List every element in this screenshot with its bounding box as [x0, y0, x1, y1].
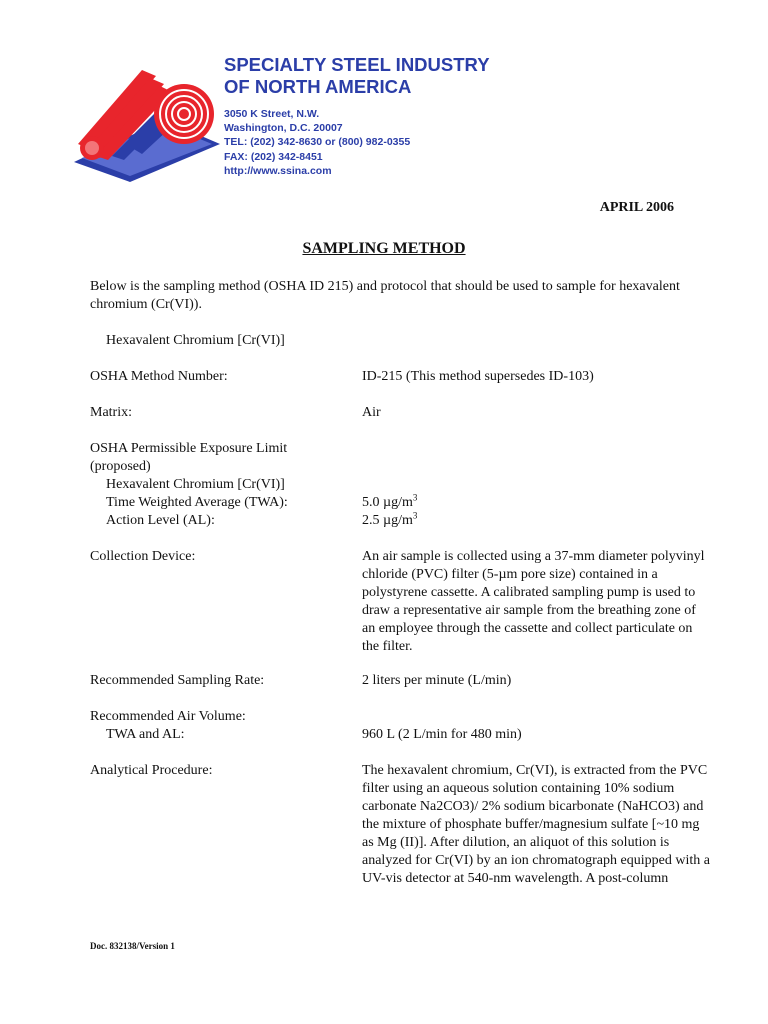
document-footer: Doc. 832138/Version 1: [90, 941, 175, 951]
collection-value: An air sample is collected using a 37-mm diameter polyvinyl chloride (PVC) filter (5-µm pore size) contained in a polystyrene cassette. A calibrated sampling pump is used to draw a representative air sample from the breathing zone of an employee through the cassette and collect particulate on the filter.: [362, 549, 705, 654]
pel-label-line1: OSHA Permissible Exposure Limit: [90, 441, 288, 456]
intro-paragraph: Below is the sampling method (OSHA ID 215) and protocol that should be used to sample for hexavalent chromium (Cr(VI)).: [90, 279, 680, 312]
pel-al-value: 2.5 $\mu g/m^3$: [362, 510, 418, 528]
volume-label-line1: Recommended Air Volume:: [90, 709, 246, 724]
matrix-value: Air: [362, 405, 381, 420]
org-contact: [224, 107, 410, 178]
org-name-line1: SPECIALTY STEEL INDUSTRY: [224, 54, 490, 75]
pel-al-label: Action Level (AL):: [106, 513, 215, 528]
volume-label: [90, 708, 246, 744]
procedure-label: Analytical Procedure:: [90, 763, 213, 778]
volume-label-line2: TWA and AL:: [106, 727, 185, 742]
document-date: APRIL 2006: [599, 200, 674, 215]
website-link[interactable]: http://www.ssina.com: [224, 164, 332, 177]
pel-substance: Hexavalent Chromium [Cr(VI)]: [106, 477, 285, 492]
substance-label: Hexavalent Chromium [Cr(VI)]: [106, 333, 285, 348]
page-heading: SAMPLING METHOD: [302, 240, 466, 257]
pel-twa-label: Time Weighted Average (TWA):: [106, 495, 288, 510]
ssina-logo: [72, 52, 222, 182]
pel-values: [362, 494, 712, 530]
method-value: ID-215 (This method supersedes ID-103): [362, 369, 594, 384]
method-label: OSHA Method Number:: [90, 369, 228, 384]
org-name-line2: OF NORTH AMERICA: [224, 76, 412, 97]
pel-label: [90, 440, 288, 530]
procedure-value: The hexavalent chromium, Cr(VI), is extracted from the PVC filter using an aqueous solution containing 10% sodium carbonate Na2CO3)/ 2% sodium bicarbonate (NaHCO3) and the mixture of phosphate buffer/magnesium sulfate [~10 mg as Mg (II)]. After dilution, an aliquot of this solution is analyzed for Cr(VI) by an ion chromatograph equipped with a UV-vis detector at 540-nm wavelength. A post-column: [362, 763, 710, 886]
volume-value: 960 L (2 L/min for 480 min): [362, 727, 522, 742]
address-line1: 3050 K Street, N.W.: [224, 108, 320, 120]
pel-twa-value: 5.0 $\mu g/m^3$: [362, 492, 418, 510]
collection-label: Collection Device:: [90, 549, 196, 564]
address-line2: Washington, D.C. 20007: [224, 122, 343, 135]
org-name: [224, 54, 490, 98]
rate-label: Recommended Sampling Rate:: [90, 673, 265, 688]
rate-value: 2 liters per minute (L/min): [362, 673, 512, 688]
fax: FAX: (202) 342-8451: [224, 150, 323, 163]
matrix-label: Matrix:: [90, 405, 132, 420]
telephone: TEL: (202) 342-8630 or (800) 982-0355: [224, 136, 411, 149]
pel-label-line2: (proposed): [90, 459, 151, 474]
logo-coil: [154, 84, 214, 144]
